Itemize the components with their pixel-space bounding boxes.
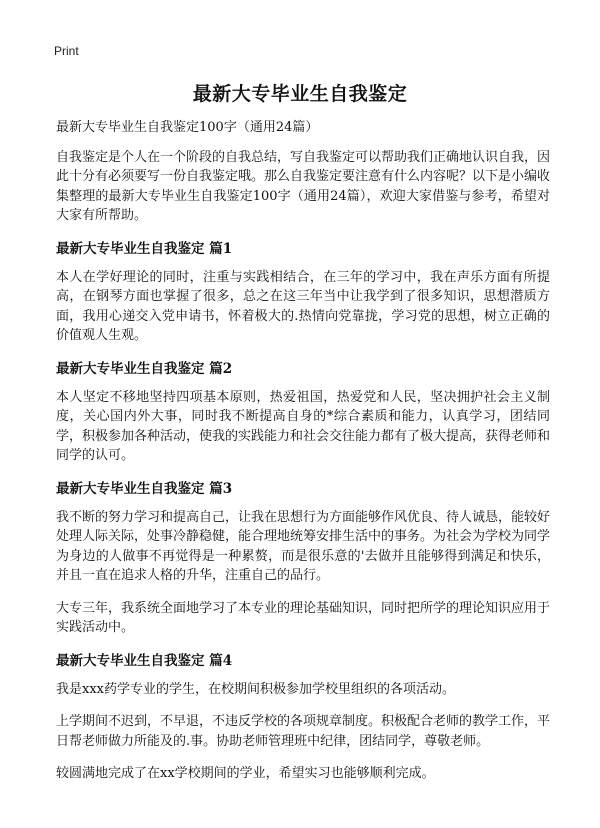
section-heading: 最新大专毕业生自我鉴定 篇4 [56, 652, 233, 669]
document-body [56, 118, 550, 797]
section-heading: 最新大专毕业生自我鉴定 篇3 [56, 480, 233, 497]
section-paragraph: 我不断的努力学习和提高自己，让我在思想行为方面能够作风优良、待人诚恳，能较好处理人际关际，处事冷静稳健，能合理地统筹安排生活中的事务。为社会为学校为同学为身边的人做事不再觉得是一种累赘，而是很乐意的'去做并且能够得到满足和快乐，并且一直在追求人格的升华，注重自己的品行。 [56, 509, 551, 583]
section-heading: 最新大专毕业生自我鉴定 篇1 [56, 240, 233, 257]
intro-paragraph: 自我鉴定是个人在一个阶段的自我总结，写自我鉴定可以帮助我们正确地认识自我，因此十分有必须要写一份自我鉴定哦。那么自我鉴定要注意有什么内容呢？以下是小编收集整理的最新大专毕业生自我鉴定100字（通用24篇），欢迎大家借鉴与参考，希望对大家有所帮助。 [56, 149, 551, 223]
section-paragraph: 上学期间不迟到，不早退，不违反学校的各项规章制度。积极配合老师的教学工作，平日帮老师做力所能及的.事。协助老师管理班中纪律，团结同学，尊敬老师。 [56, 714, 551, 749]
document-subtitle: 最新大专毕业生自我鉴定100字（通用24篇） [56, 120, 319, 135]
section-paragraph: 大专三年，我系统全面地学习了本专业的理论基础知识，同时把所学的理论知识应用于实践活动中。 [56, 600, 551, 635]
section-paragraph: 本人在学好理论的同时，注重与实践相结合，在三年的学习中，我在声乐方面有所提高，在钢琴方面也掌握了很多，总之在这三年当中让我学到了很多知识，思想潜质方面，我用心递交入党申请书，怀着极大的.热情向党靠拢，学习党的思想，树立正确的价值观人生观。 [56, 269, 550, 343]
section-paragraph: 较圆满地完成了在xx学校期间的学业，希望实习也能够顺利完成。 [56, 766, 435, 781]
document-title: 最新大专毕业生自我鉴定 [192, 83, 408, 105]
print-label[interactable]: Print [54, 44, 79, 58]
section-heading: 最新大专毕业生自我鉴定 篇2 [56, 360, 233, 377]
section-paragraph: 本人坚定不移地坚持四项基本原则，热爱祖国，热爱党和人民，坚决拥护社会主义制度，关心国内外大事，同时我不断提高自身的*综合素质和能力，认真学习，团结同学，积极参加各种活动，使我的实践能力和社会交往能力都有了极大提高，获得老师和同学的认可。 [56, 389, 551, 463]
section-paragraph: 我是xxx药学专业的学生，在校期间积极参加学校里组织的各项活动。 [56, 681, 455, 697]
